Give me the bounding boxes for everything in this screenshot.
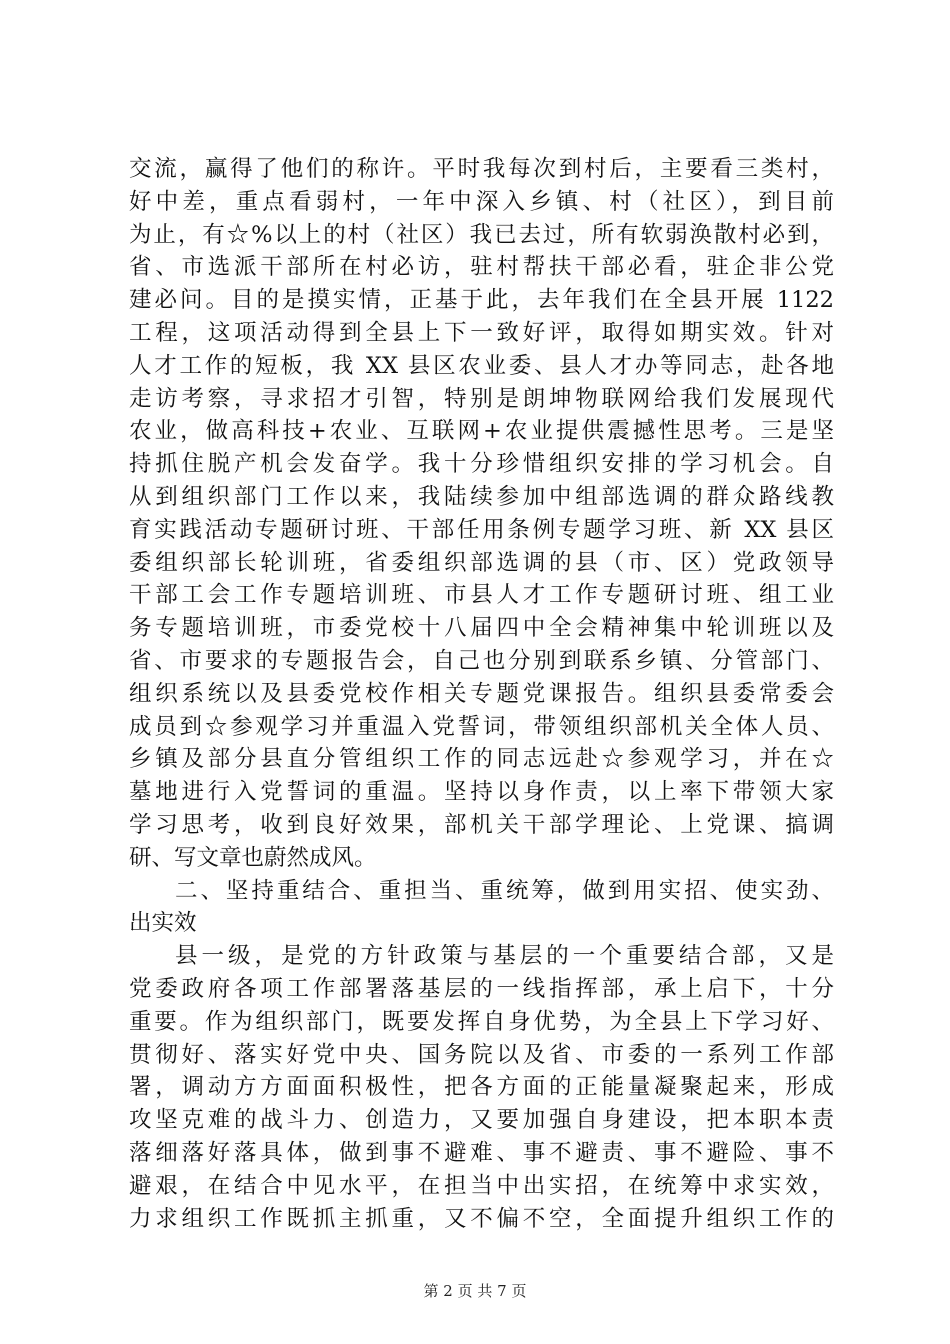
text-line: 成员到☆参观学习并重温入党誓词，带领组织部机关全体人员、 — [129, 713, 834, 740]
text-line: 组织系统以及县委党校作相关专题党课报告。组织县委常委会 — [129, 680, 834, 707]
text-line: 党委政府各项工作部署落基层的一线指挥部，承上启下，十分 — [129, 975, 834, 1002]
text-line: 人才工作的短板，我 XX 县区农业委、县人才办等同志，赴各地 — [129, 352, 834, 379]
text-line: 攻坚克难的战斗力、创造力，又要加强自身建设，把本职本责 — [129, 1107, 834, 1134]
text-line: 育实践活动专题研讨班、干部任用条例专题学习班、新 XX 县区 — [129, 516, 834, 543]
text-line: 研、写文章也蔚然成风。 — [129, 844, 377, 871]
text-line: 建必问。目的是摸实情，正基于此，去年我们在全县开展 1122 — [129, 287, 834, 314]
text-line: 省、市选派干部所在村必访，驻村帮扶干部必看，驻企非公党 — [129, 254, 834, 281]
text-line: 好中差，重点看弱村，一年中深入乡镇、村（社区），到目前 — [129, 188, 834, 215]
text-line: 署，调动方方面面积极性，把各方面的正能量凝聚起来，形成 — [129, 1074, 834, 1101]
text-line: 从到组织部门工作以来，我陆续参加中组部选调的群众路线教 — [129, 483, 834, 510]
text-line: 乡镇及部分县直分管组织工作的同志远赴☆参观学习，并在☆ — [129, 746, 834, 773]
text-line: 墓地进行入党誓词的重温。坚持以身作责，以上率下带领大家 — [129, 779, 834, 806]
text-line: 力求组织工作既抓主抓重，又不偏不空，全面提升组织工作的 — [129, 1205, 834, 1232]
text-line: 重要。作为组织部门，既要发挥自身优势，为全县上下学习好、 — [129, 1008, 834, 1035]
text-line: 贯彻好、落实好党中央、国务院以及省、市委的一系列工作部 — [129, 1041, 834, 1068]
text-line: 务专题培训班，市委党校十八届四中全会精神集中轮训班以及 — [129, 615, 834, 642]
section-heading-line: 出实效 — [129, 910, 197, 937]
page-footer: 第 2 页 共 7 页 — [423, 1282, 527, 1300]
text-line: 持抓住脱产机会发奋学。我十分珍惜组织安排的学习机会。自 — [129, 451, 834, 478]
text-line: 走访考察，寻求招才引智，特别是朗坤物联网给我们发展现代 — [129, 385, 834, 412]
section-heading-line: 二、坚持重结合、重担当、重统筹，做到用实招、使实劲、 — [175, 877, 834, 904]
text-line: 农业，做高科技+农业、互联网+农业提供震撼性思考。三是坚 — [129, 418, 834, 445]
text-line: 干部工会工作专题培训班、市县人才工作专题研讨班、组工业 — [129, 582, 834, 609]
text-line: 县一级，是党的方针政策与基层的一个重要结合部，又是 — [175, 943, 834, 970]
text-line: 学习思考，收到良好效果，部机关干部学理论、上党课、搞调 — [129, 811, 834, 838]
text-line: 委组织部长轮训班，省委组织部选调的县（市、区）党政领导 — [129, 549, 834, 576]
text-line: 交流，赢得了他们的称许。平时我每次到村后，主要看三类村， — [129, 156, 834, 182]
text-line: 为止，有☆%以上的村（社区）我已去过，所有软弱涣散村必到， — [129, 221, 834, 248]
text-line: 工程，这项活动得到全县上下一致好评，取得如期实效。针对 — [129, 319, 834, 346]
document-body — [129, 153, 834, 1235]
text-line: 避艰，在结合中见水平，在担当中出实招，在统筹中求实效， — [129, 1172, 834, 1199]
text-line: 落细落好落具体，做到事不避难、事不避责、事不避险、事不 — [129, 1139, 834, 1166]
text-line: 省、市要求的专题报告会，自己也分别到联系乡镇、分管部门、 — [129, 647, 834, 674]
